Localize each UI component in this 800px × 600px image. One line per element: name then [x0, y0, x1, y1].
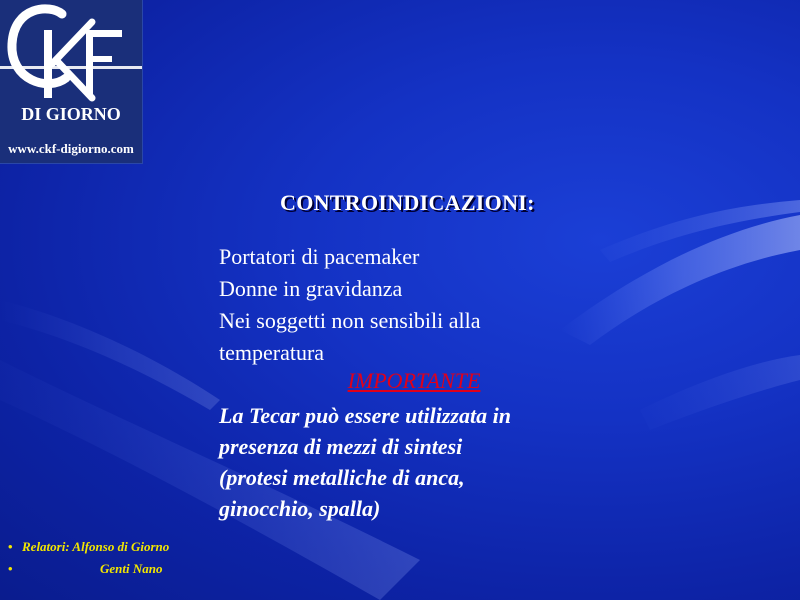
speaker-item: [8, 558, 169, 580]
speaker-item: [8, 536, 169, 558]
speaker-label: Relatori: Alfonso di Giorno: [22, 539, 170, 554]
bullet-icon: •: [8, 539, 13, 554]
note-line: (protesi metalliche di anca,: [219, 465, 465, 490]
important-note: [219, 400, 619, 524]
ckf-monogram-graphic: [0, 0, 142, 105]
list-item: Nei soggetti non sensibili alla: [219, 308, 481, 333]
logo-url: www.ckf-digiorno.com: [8, 141, 134, 156]
list-item: Portatori di pacemaker: [219, 244, 420, 269]
note-line: La Tecar può essere utilizzata in: [219, 403, 511, 428]
list-item: temperatura: [219, 340, 325, 365]
speaker-label: Genti Nano: [100, 561, 163, 576]
list-item: Donne in gravidanza: [219, 276, 403, 301]
speaker-list: [8, 536, 169, 580]
contraindication-list: [219, 241, 619, 369]
bullet-icon: •: [8, 561, 13, 576]
important-label: IMPORTANTE: [347, 368, 481, 393]
logo-name: DI GIORNO: [21, 104, 121, 124]
note-line: ginocchio, spalla): [219, 496, 381, 521]
note-line: presenza di mezzi di sintesi: [219, 434, 463, 459]
ckf-logo: [0, 0, 143, 164]
slide-title: CONTROINDICAZIONI:: [280, 190, 535, 215]
